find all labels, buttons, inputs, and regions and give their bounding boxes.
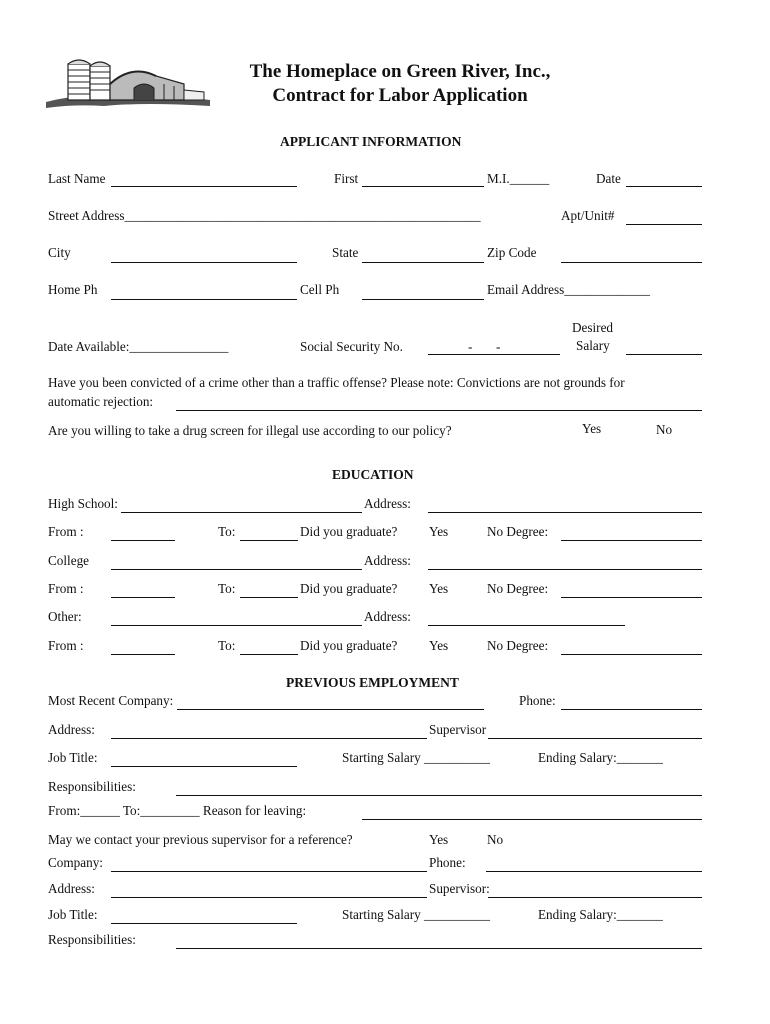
other-graduate-label: Did you graduate? [300, 638, 398, 653]
hs-to-field[interactable] [240, 540, 298, 541]
apt-unit-field[interactable] [626, 224, 702, 225]
section-applicant-title: APPLICANT INFORMATION [280, 134, 462, 149]
college-graduate-yes[interactable]: Yes [429, 581, 449, 596]
responsibilities-label: Responsibilities: [48, 779, 136, 794]
high-school-field[interactable] [121, 512, 362, 513]
street-address-label: Street Address______________________________________________________ [48, 208, 481, 223]
state-field[interactable] [362, 262, 484, 263]
other-from-label: From : [48, 638, 84, 653]
college-degree-field[interactable] [561, 597, 702, 598]
state-label: State [332, 245, 359, 260]
other-school-field[interactable] [111, 625, 362, 626]
apt-unit-label: Apt/Unit# [561, 208, 615, 223]
company2-label: Company: [48, 855, 103, 870]
form-title-line2: Contract for Labor Application [272, 85, 528, 106]
hs-graduate-yes[interactable]: Yes [429, 524, 449, 539]
phone-field[interactable] [561, 709, 702, 710]
cell-phone-field[interactable] [362, 299, 484, 300]
job-title2-label: Job Title: [48, 907, 98, 922]
other-address-label: Address: [364, 609, 411, 624]
drug-screen-question: Are you willing to take a drug screen for illegal use according to our policy? [48, 423, 452, 438]
other-to-label: To: [218, 638, 236, 653]
first-name-label: First [334, 171, 359, 186]
reason-for-leaving-field[interactable] [362, 819, 702, 820]
other-degree-field[interactable] [561, 654, 702, 655]
college-no-degree-label: No Degree: [487, 581, 549, 596]
college-field[interactable] [111, 569, 362, 570]
phone2-field[interactable] [486, 871, 702, 872]
zip-label: Zip Code [487, 245, 537, 260]
phone-label: Phone: [519, 693, 556, 708]
other-address-field[interactable] [428, 625, 625, 626]
conviction-answer-field[interactable] [176, 410, 702, 411]
college-label: College [48, 553, 90, 568]
zip-field[interactable] [561, 262, 702, 263]
high-school-address-label: Address: [364, 496, 411, 511]
college-to-field[interactable] [240, 597, 298, 598]
contact-yes[interactable]: Yes [429, 832, 449, 847]
ssn-field[interactable] [428, 354, 560, 355]
responsibilities-field[interactable] [176, 795, 702, 796]
other-no-degree-label: No Degree: [487, 638, 549, 653]
address2-label: Address: [48, 881, 95, 896]
date-label: Date [596, 171, 621, 186]
hs-no-degree-label: No Degree: [487, 524, 549, 539]
responsibilities2-label: Responsibilities: [48, 932, 136, 947]
hs-graduate-label: Did you graduate? [300, 524, 398, 539]
address2-field[interactable] [111, 897, 427, 898]
college-from-field[interactable] [111, 597, 175, 598]
college-to-label: To: [218, 581, 236, 596]
email-label: Email Address_____________ [487, 282, 651, 297]
high-school-label: High School: [48, 496, 118, 511]
last-name-label: Last Name [48, 171, 106, 186]
hs-from-label: From : [48, 524, 84, 539]
responsibilities2-field[interactable] [176, 948, 702, 949]
ssn-separator-1: - [468, 339, 473, 354]
hs-from-field[interactable] [111, 540, 175, 541]
from-to-reason-label: From:______ To:_________ Reason for leaving: [48, 803, 307, 818]
ending-salary2-label: Ending Salary:_______ [538, 907, 663, 922]
contact-no[interactable]: No [487, 832, 504, 847]
other-school-label: Other: [48, 609, 82, 624]
home-phone-field[interactable] [111, 299, 297, 300]
hs-degree-field[interactable] [561, 540, 702, 541]
section-employment-title: PREVIOUS EMPLOYMENT [286, 675, 459, 690]
phone2-label: Phone: [429, 855, 466, 870]
supervisor2-label: Supervisor: [429, 881, 490, 896]
college-from-label: From : [48, 581, 84, 596]
job-title-field[interactable] [111, 766, 297, 767]
college-address-label: Address: [364, 553, 411, 568]
other-from-field[interactable] [111, 654, 175, 655]
supervisor-field[interactable] [488, 738, 702, 739]
hs-to-label: To: [218, 524, 236, 539]
most-recent-company-field[interactable] [177, 709, 484, 710]
drug-screen-yes[interactable]: Yes [582, 421, 602, 436]
city-label: City [48, 245, 71, 260]
last-name-field[interactable] [111, 186, 297, 187]
conviction-question-line2: automatic rejection: [48, 394, 154, 409]
contact-supervisor-question: May we contact your previous supervisor for a reference? [48, 832, 353, 847]
ssn-separator-2: - [496, 339, 501, 354]
section-education-title: EDUCATION [332, 467, 414, 482]
barn-logo-icon [44, 54, 212, 110]
city-field[interactable] [111, 262, 297, 263]
cell-phone-label: Cell Ph [300, 282, 340, 297]
date-field[interactable] [626, 186, 702, 187]
college-address-field[interactable] [428, 569, 702, 570]
first-name-field[interactable] [362, 186, 484, 187]
desired-salary-label-1: Desired [572, 320, 614, 335]
home-phone-label: Home Ph [48, 282, 98, 297]
mi-label: M.I.______ [487, 171, 550, 186]
job-title2-field[interactable] [111, 923, 297, 924]
job-title-label: Job Title: [48, 750, 98, 765]
form-title-line1: The Homeplace on Green River, Inc., [249, 61, 551, 82]
starting-salary-label: Starting Salary __________ [342, 750, 490, 765]
desired-salary-field[interactable] [626, 354, 702, 355]
drug-screen-no[interactable]: No [656, 422, 673, 437]
company-address-field[interactable] [111, 738, 427, 739]
ending-salary-label: Ending Salary:_______ [538, 750, 663, 765]
desired-salary-label-2: Salary [576, 338, 610, 353]
most-recent-company-label: Most Recent Company: [48, 693, 174, 708]
starting-salary2-label: Starting Salary __________ [342, 907, 490, 922]
date-available-label: Date Available:_______________ [48, 339, 229, 354]
supervisor-label: Supervisor [429, 722, 487, 737]
college-graduate-label: Did you graduate? [300, 581, 398, 596]
conviction-question-line1: Have you been convicted of a crime other than a traffic offense? Please note: Convictions are not grounds for [48, 375, 625, 390]
ssn-label: Social Security No. [300, 339, 403, 354]
other-to-field[interactable] [240, 654, 298, 655]
high-school-address-field[interactable] [428, 512, 702, 513]
supervisor2-field[interactable] [488, 897, 702, 898]
company2-field[interactable] [111, 871, 427, 872]
company-address-label: Address: [48, 722, 95, 737]
other-graduate-yes[interactable]: Yes [429, 638, 449, 653]
